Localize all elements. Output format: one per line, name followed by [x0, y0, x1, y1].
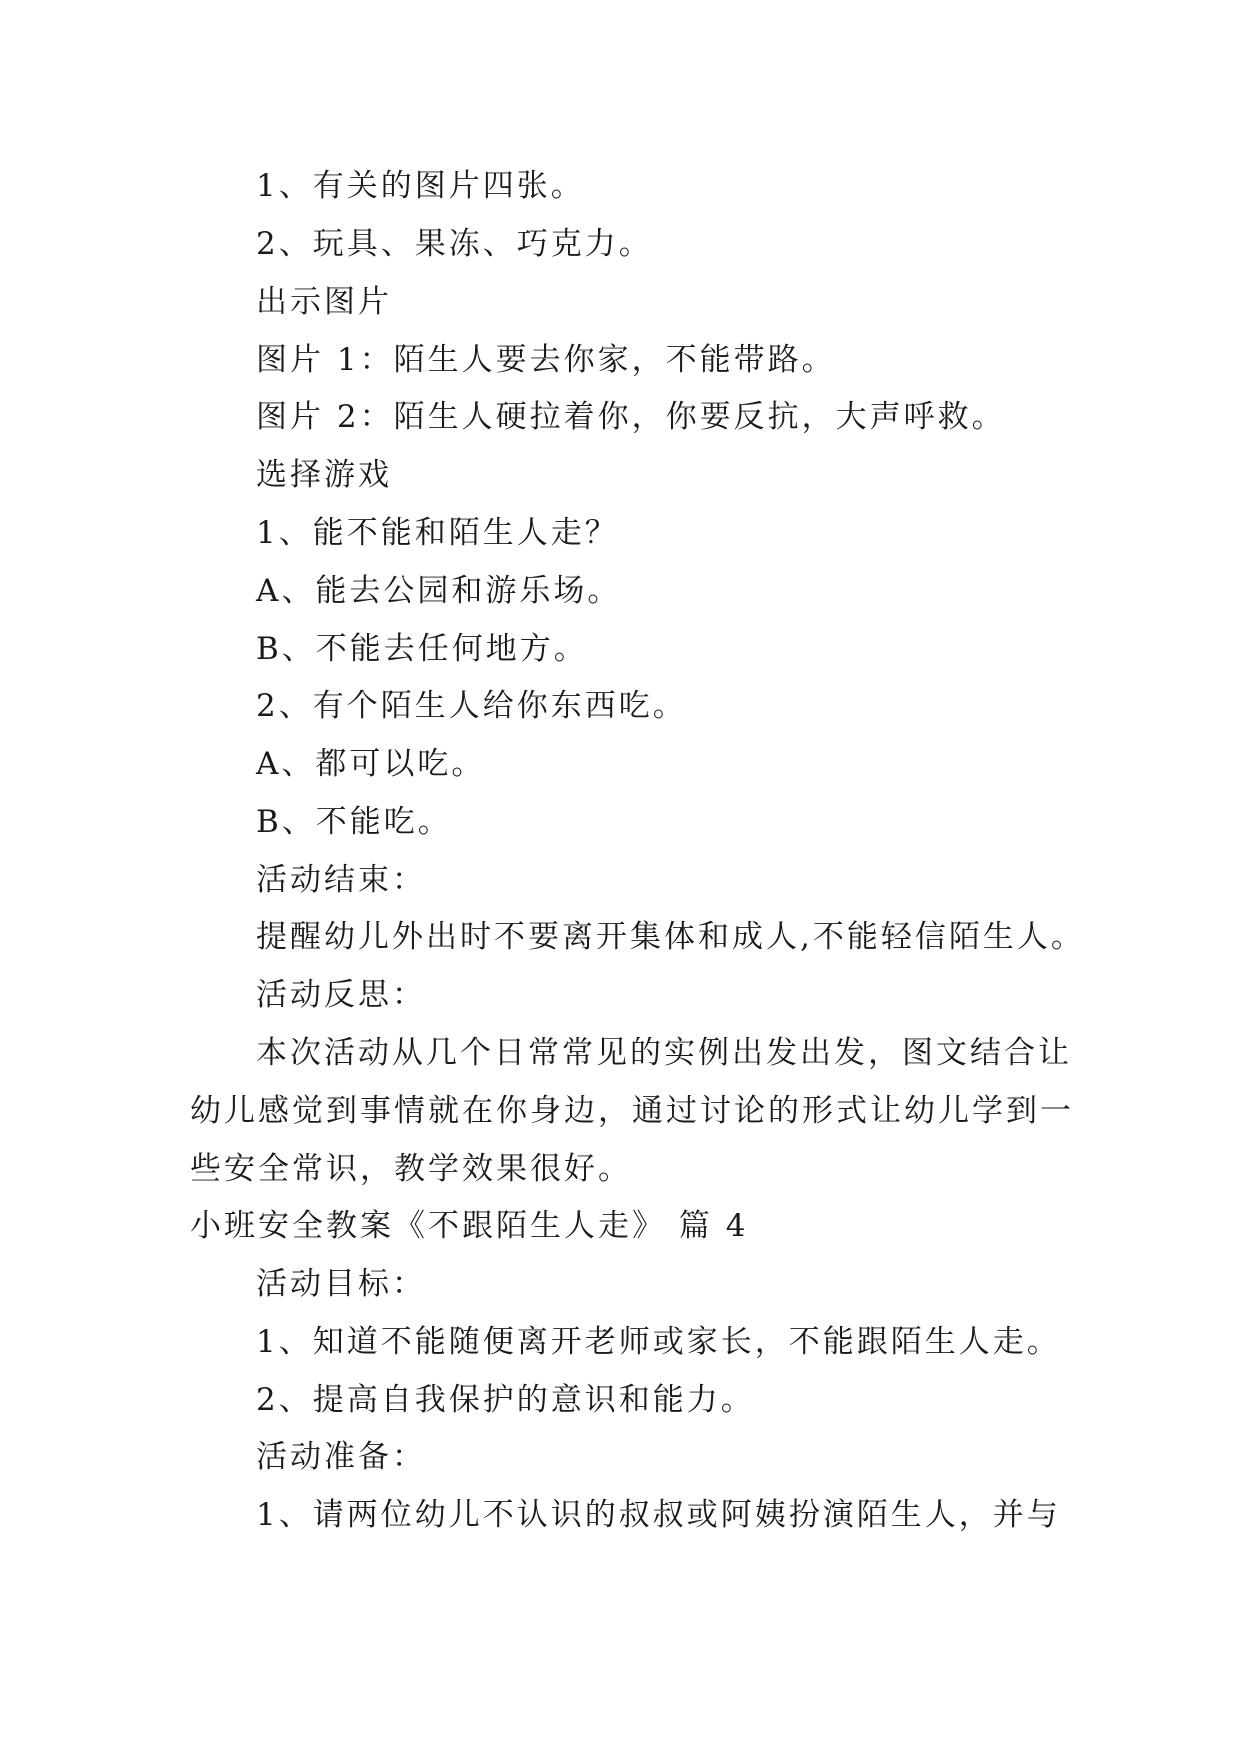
question-1-option-b: B、不能去任何地方。: [256, 631, 588, 667]
section-heading-reflection: 活动反思：: [256, 977, 426, 1013]
reflection-text-line-1: 本次活动从几个日常常见的实例出发出发，图文结合让: [256, 1035, 1072, 1071]
question-2-option-b: B、不能吃。: [256, 804, 452, 840]
section-heading-show-pictures: 出示图片: [256, 284, 392, 320]
section-heading-choice-game: 选择游戏: [256, 457, 392, 493]
question-2: 2、有个陌生人给你东西吃。: [256, 688, 687, 724]
material-item-1: 1、有关的图片四张。: [256, 168, 585, 204]
question-1-option-a: A、能去公园和游乐场。: [256, 573, 622, 609]
material-item-2: 2、玩具、果冻、巧克力。: [256, 226, 653, 262]
section-heading-activity-preparation: 活动准备：: [256, 1439, 426, 1475]
question-2-option-a: A、都可以吃。: [256, 746, 486, 782]
picture-2-text: 图片 2：陌生人硬拉着你，你要反抗，大声呼救。: [256, 399, 1006, 435]
reflection-text-line-3: 些安全常识，教学效果很好。: [190, 1151, 632, 1187]
lesson-title: 小班安全教案《不跟陌生人走》 篇 4: [190, 1208, 749, 1244]
preparation-item-1: 1、请两位幼儿不认识的叔叔或阿姨扮演陌生人，并与: [256, 1497, 1061, 1533]
goal-item-2: 2、提高自我保护的意识和能力。: [256, 1382, 755, 1418]
activity-end-text: 提醒幼儿外出时不要离开集体和成人,不能轻信陌生人。: [256, 919, 1085, 955]
picture-1-text: 图片 1：陌生人要去你家，不能带路。: [256, 342, 836, 378]
section-heading-activity-end: 活动结束：: [256, 862, 426, 898]
goal-item-1: 1、知道不能随便离开老师或家长，不能跟陌生人走。: [256, 1324, 1061, 1360]
reflection-text-line-2: 幼儿感觉到事情就在你身边，通过讨论的形式让幼儿学到一: [190, 1093, 1074, 1129]
question-1: 1、能不能和陌生人走？: [256, 515, 619, 551]
section-heading-activity-goals: 活动目标：: [256, 1266, 426, 1302]
